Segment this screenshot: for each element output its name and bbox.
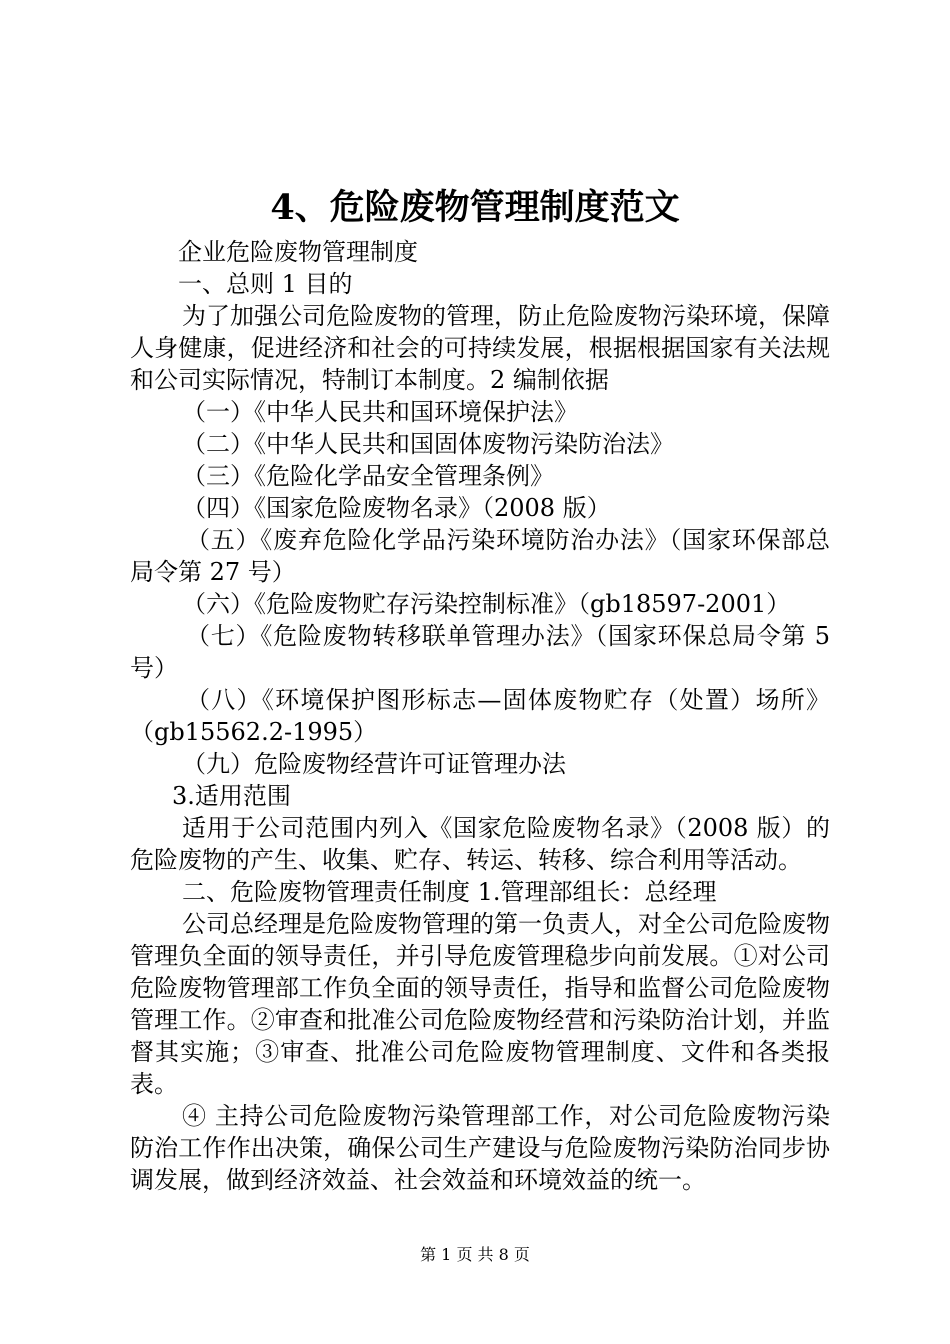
paragraph-basis-8: （八）《环境保护图形标志—固体废物贮存（处置）场所》（gb15562.2-1995） (130, 686, 830, 746)
paragraph-scope: 适用于公司范围内列入《国家危险废物名录》（2008 版）的危险废物的产生、收集、贮存、转运、转移、综合利用等活动。 (130, 814, 830, 874)
paragraph-basis-3: （三）《危险化学品安全管理条例》 (182, 462, 554, 490)
paragraph-basis-5: （五）《废弃危险化学品污染环境防治办法》（国家环保部总局令第 27 号） (130, 526, 830, 586)
paragraph-purpose: 为了加强公司危险废物的管理，防止危险废物污染环境，保障人身健康，促进经济和社会的可持续发展，根据根据国家有关法规和公司实际情况，特制订本制度。2 编制依据 (130, 302, 830, 394)
paragraph-item-4: ④ 主持公司危险废物污染管理部工作，对公司危险废物污染防治工作作出决策，确保公司生产建设与危险废物污染防治同步协调发展，做到经济效益、社会效益和环境效益的统一。 (130, 1102, 830, 1194)
document-body (130, 236, 830, 1196)
paragraph-basis-1: （一）《中华人民共和国环境保护法》 (182, 398, 578, 426)
paragraph-general-manager: 公司总经理是危险废物管理的第一负责人，对全公司危险废物管理负全面的领导责任，并引导危废管理稳步向前发展。①对公司危险废物管理部工作负全面的领导责任，指导和监督公司危险废物管理工作。②审查和批准公司危险废物经营和污染防治计划，并监督其实施；③审查、批准公司危险废物管理制度、文件和各类报表。 (130, 910, 830, 1098)
document-title: 4、危险废物管理制度范文 (270, 187, 680, 228)
paragraph-basis-6: （六）《危险废物贮存污染控制标准》（gb18597-2001） (182, 590, 791, 618)
paragraph-scope-heading: 3.适用范围 (172, 782, 291, 810)
paragraph-section-responsibility: 二、危险废物管理责任制度 1.管理部组长：总经理 (182, 878, 717, 906)
paragraph-subtitle: 企业危险废物管理制度 (178, 238, 418, 266)
paragraph-basis-2: （二）《中华人民共和国固体废物污染防治法》 (182, 430, 674, 458)
paragraph-section-general: 一、总则 1 目的 (178, 270, 353, 298)
page-footer: 第 1 页 共 8 页 (420, 1245, 530, 1264)
paragraph-basis-7: （七）《危险废物转移联单管理办法》（国家环保总局令第 5 号） (130, 622, 830, 682)
paragraph-basis-9: （九）危险废物经营许可证管理办法 (182, 750, 566, 778)
paragraph-basis-4: （四）《国家危险废物名录》（2008 版） (182, 494, 611, 522)
